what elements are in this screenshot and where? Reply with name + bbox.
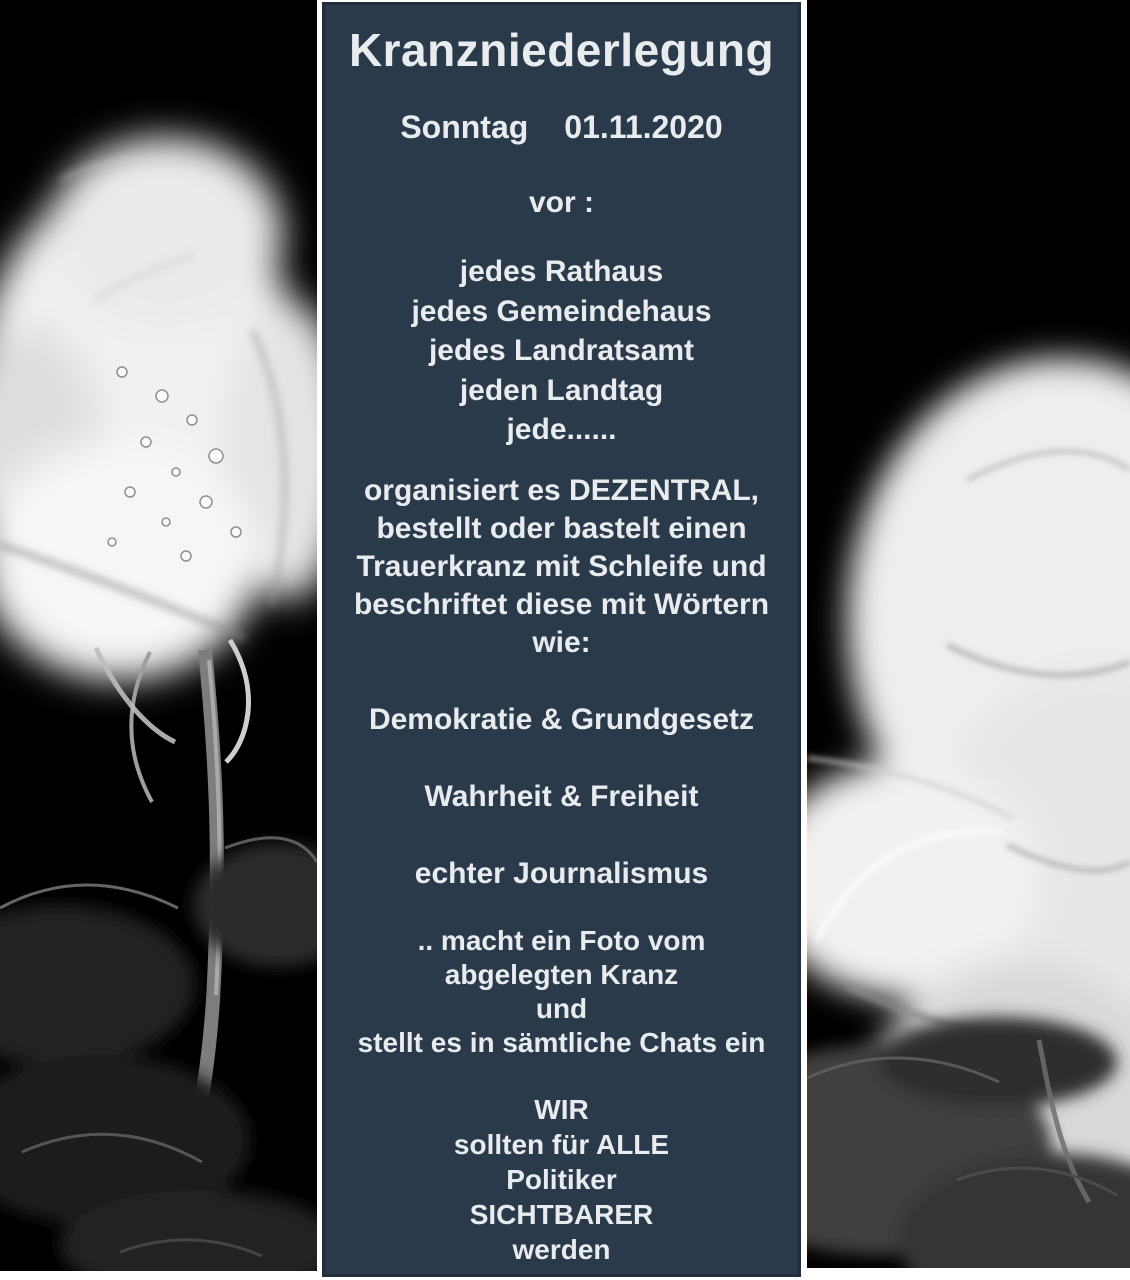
location-line: jeden Landtag: [459, 373, 664, 407]
weekday-text: Sonntag: [400, 109, 529, 145]
instruction-line: .. macht ein Foto vom: [417, 925, 706, 956]
white-rose-closeup-illustration: [807, 0, 1130, 1268]
location-line: jedes Rathaus: [459, 255, 664, 288]
closing-line: Politiker: [506, 1164, 617, 1195]
white-rose-with-dew-illustration: [0, 0, 317, 1271]
date-line: [322, 108, 801, 146]
closing-line: SICHTBARER: [469, 1199, 654, 1230]
left-rose-photo: [0, 0, 317, 1271]
instruction-line: und: [535, 993, 588, 1024]
instruction-line: abgelegten Kranz: [444, 959, 679, 990]
photo-instructions: [322, 924, 801, 1060]
keyword-line: echter Journalismus: [414, 857, 709, 890]
closing-line: WIR: [534, 1094, 589, 1125]
locations-list: [322, 252, 801, 450]
keyword-line: Demokratie & Grundgesetz: [368, 703, 755, 736]
organize-line: wie:: [532, 626, 591, 659]
page-title: Kranzniederlegung: [348, 24, 775, 76]
organize-paragraph: [322, 472, 801, 662]
closing-line: werden: [512, 1234, 611, 1265]
organize-line: beschriftet diese mit Wörtern: [353, 588, 770, 621]
announcement-panel: [322, 2, 801, 1277]
date-text: 01.11.2020: [564, 109, 723, 145]
closing-statement: [322, 1092, 801, 1267]
keyword-line: Wahrheit & Freiheit: [424, 780, 699, 813]
closing-line: sollten für ALLE: [453, 1129, 670, 1160]
organize-line: organisiert es DEZENTRAL,: [363, 474, 760, 507]
vor-label: vor :: [528, 186, 594, 219]
location-line: jedes Landratsamt: [428, 334, 695, 367]
location-line: jedes Gemeindehaus: [411, 294, 712, 328]
organize-line: bestellt oder bastelt einen: [376, 512, 747, 545]
right-rose-photo: [807, 0, 1130, 1268]
instruction-line: stellt es in sämtliche Chats ein: [357, 1027, 766, 1058]
location-line: jede......: [506, 413, 617, 446]
organize-line: Trauerkranz mit Schleife und: [356, 550, 767, 583]
keywords-list: [322, 702, 801, 933]
